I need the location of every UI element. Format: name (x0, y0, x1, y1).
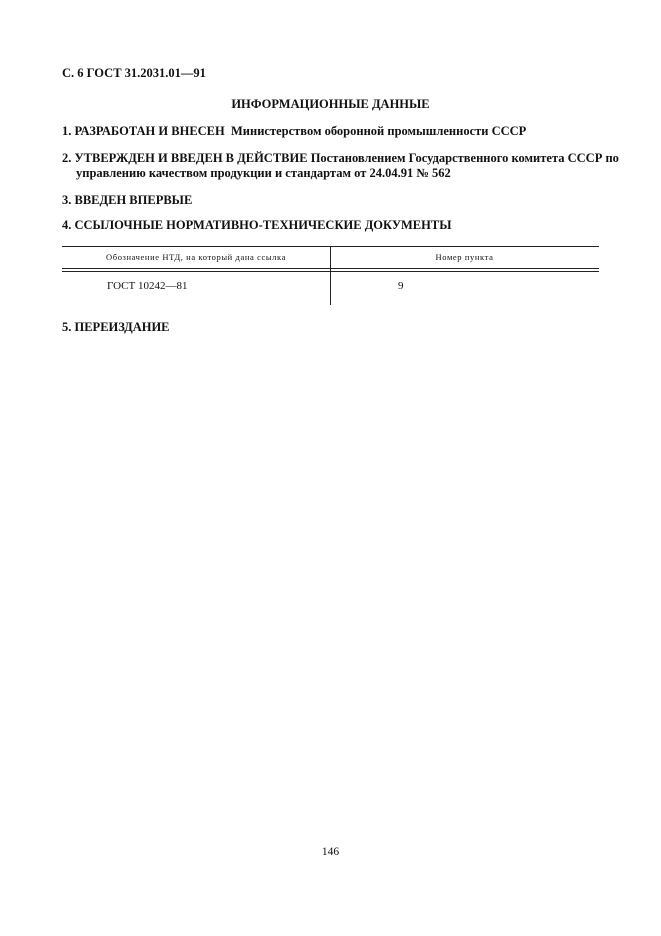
page-number: 146 (321, 846, 340, 858)
table-cell-clause-number: 9 (398, 280, 404, 292)
table-header-designation: Обозначение НТД, на который дана ссылка (106, 252, 286, 262)
item-reissue: 5. ПЕРЕИЗДАНИЕ (62, 320, 170, 334)
referenced-documents-table (62, 246, 599, 306)
item-approved (62, 151, 619, 181)
item-1-text: Министерством оборонной промышленности СССР (231, 124, 527, 138)
item-2-lead: 2. УТВЕРЖДЕН И ВВЕДЕН В ДЕЙСТВИЕ (62, 151, 308, 165)
table-cell-designation: ГОСТ 10242—81 (107, 280, 188, 292)
running-head: С. 6 ГОСТ 31.2031.01—91 (62, 66, 206, 80)
section-title: ИНФОРМАЦИОННЫЕ ДАННЫЕ (231, 97, 430, 111)
item-2-text-line2: управлению качеством продукции и стандартам от 24.04.91 № 562 (76, 166, 451, 180)
item-first-introduced: 3. ВВЕДЕН ВПЕРВЫЕ (62, 193, 193, 207)
item-developed-by (62, 124, 526, 139)
item-referenced-documents: 4. ССЫЛОЧНЫЕ НОРМАТИВНО-ТЕХНИЧЕСКИЕ ДОКУМЕНТЫ (62, 218, 452, 232)
table-header-clause-number: Номер пункта (435, 252, 494, 262)
item-1-lead: 1. РАЗРАБОТАН И ВНЕСЕН (62, 124, 225, 138)
item-2-text: Постановлением Государственного комитета СССР по (310, 151, 619, 165)
